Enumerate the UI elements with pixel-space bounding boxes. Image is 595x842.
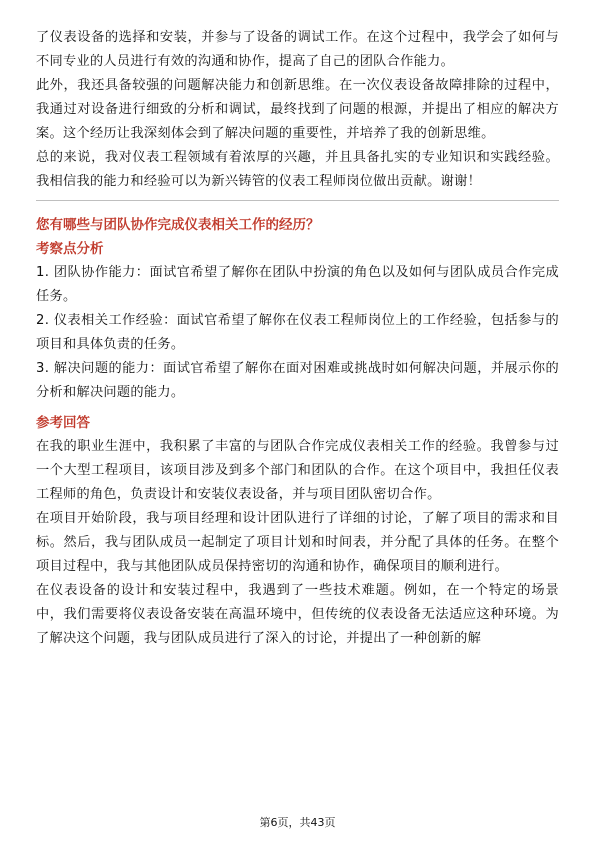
question-heading: 您有哪些与团队协作完成仪表相关工作的经历？ xyxy=(36,217,320,233)
answer-title: 参考回答 xyxy=(36,415,90,431)
answer-paragraph-2: 在项目开始阶段，我与项目经理和设计团队进行了详细的讨论，了解了项目的需求和目标。然后，我与团队成员一起制定了项目计划和时间表，并分配了具体的任务。在整个项目过程中，我与其他团队成员保持密切的沟通和协作，确保项目的顺利进行。 xyxy=(36,511,559,574)
section-divider xyxy=(36,200,559,201)
intro-paragraph-1: 了仪表设备的选择和安装，并参与了设备的调试工作。在这个过程中，我学会了如何与不同专业的人员进行有效的沟通和协作，提高了自己的团队合作能力。 xyxy=(36,30,559,69)
answer-paragraph-3: 在仪表设备的设计和安装过程中，我遇到了一些技术难题。例如，在一个特定的场景中，我们需要将仪表设备安装在高温环境中，但传统的仪表设备无法适应这种环境。为了解决这个问题，我与团队成员进行了深入的讨论，并提出了一种创新的解 xyxy=(36,583,559,646)
analysis-item-2: 2. 仪表相关工作经验：面试官希望了解你在仪表工程师岗位上的工作经验，包括参与的项目和具体负责的任务。 xyxy=(36,313,559,352)
intro-paragraph-3: 总的来说，我对仪表工程领域有着浓厚的兴趣，并且具备扎实的专业知识和实践经验。我相信我的能力和经验可以为新兴铸管的仪表工程师岗位做出贡献。谢谢！ xyxy=(36,150,559,189)
document-page xyxy=(36,26,559,651)
analysis-item-3: 3. 解决问题的能力：面试官希望了解你在面对困难或挑战时如何解决问题，并展示你的分析和解决问题的能力。 xyxy=(36,361,559,400)
answer-paragraph-1: 在我的职业生涯中，我积累了丰富的与团队合作完成仪表相关工作的经验。我曾参与过一个大型工程项目，该项目涉及到多个部门和团队的合作。在这个项目中，我担任仪表工程师的角色，负责设计和安装仪表设备，并与项目团队密切合作。 xyxy=(36,439,559,502)
analysis-title: 考察点分析 xyxy=(36,241,104,257)
intro-paragraph-2: 此外，我还具备较强的问题解决能力和创新思维。在一次仪表设备故障排除的过程中，我通过对设备进行细致的分析和调试，最终找到了问题的根源，并提出了相应的解决方案。这个经历让我深刻体会到了解决问题的重要性，并培养了我的创新思维。 xyxy=(36,78,559,141)
page-number-footer: 第6页，共43页 xyxy=(259,816,336,829)
analysis-item-1: 1. 团队协作能力：面试官希望了解你在团队中扮演的角色以及如何与团队成员合作完成任务。 xyxy=(36,265,559,304)
